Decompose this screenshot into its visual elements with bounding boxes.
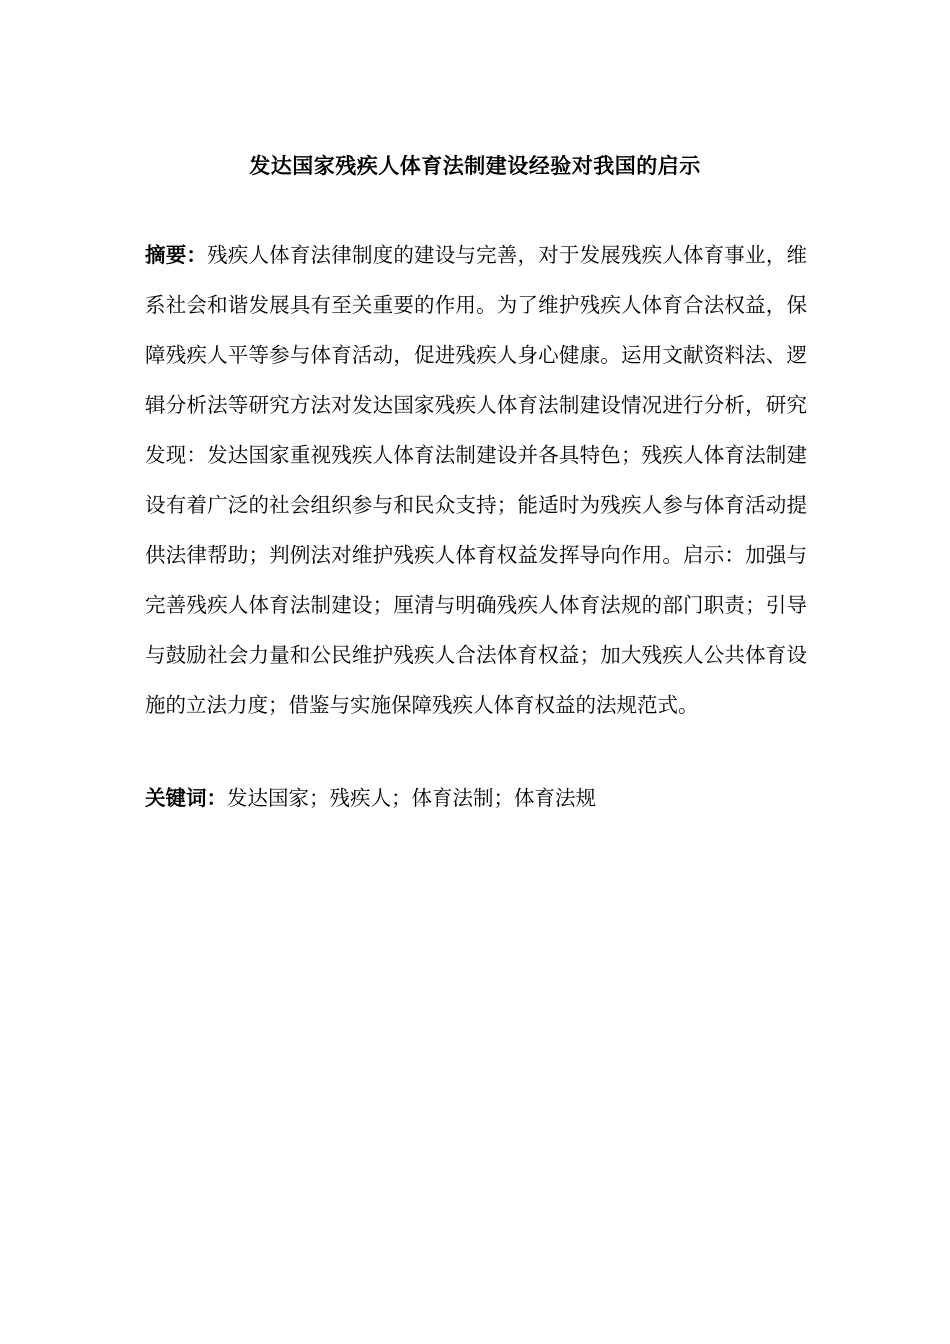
keywords-text: 发达国家；残疾人；体育法制；体育法规 xyxy=(227,786,596,810)
abstract-text: 残疾人体育法律制度的建设与完善，对于发展残疾人体育事业，维系社会和谐发展具有至关重要的作用。为了维护残疾人体育合法权益，保障残疾人平等参与体育活动，促进残疾人身心健康。运用文献资料法、逻辑分析法等研究方法对发达国家残疾人体育法制建设情况进行分析，研究发现：发达国家重视残疾人体育法制建设并各具特色；残疾人体育法制建设有着广泛的社会组织参与和民众支持；能适时为残疾人参与体育活动提供法律帮助；判例法对维护残疾人体育权益发挥导向作用。启示：加强与完善残疾人体育法制建设；厘清与明确残疾人体育法规的部门职责；引导与鼓励社会力量和公民维护残疾人合法体育权益；加大残疾人公共体育设施的立法力度；借鉴与实施保障残疾人体育权益的法规范式。 xyxy=(145,243,808,717)
abstract-paragraph xyxy=(145,230,807,730)
keywords-label: 关键词： xyxy=(145,786,227,810)
document-title: 发达国家残疾人体育法制建设经验对我国的启示 xyxy=(249,153,701,179)
abstract-label: 摘要： xyxy=(145,243,208,267)
keywords-paragraph xyxy=(145,780,807,816)
